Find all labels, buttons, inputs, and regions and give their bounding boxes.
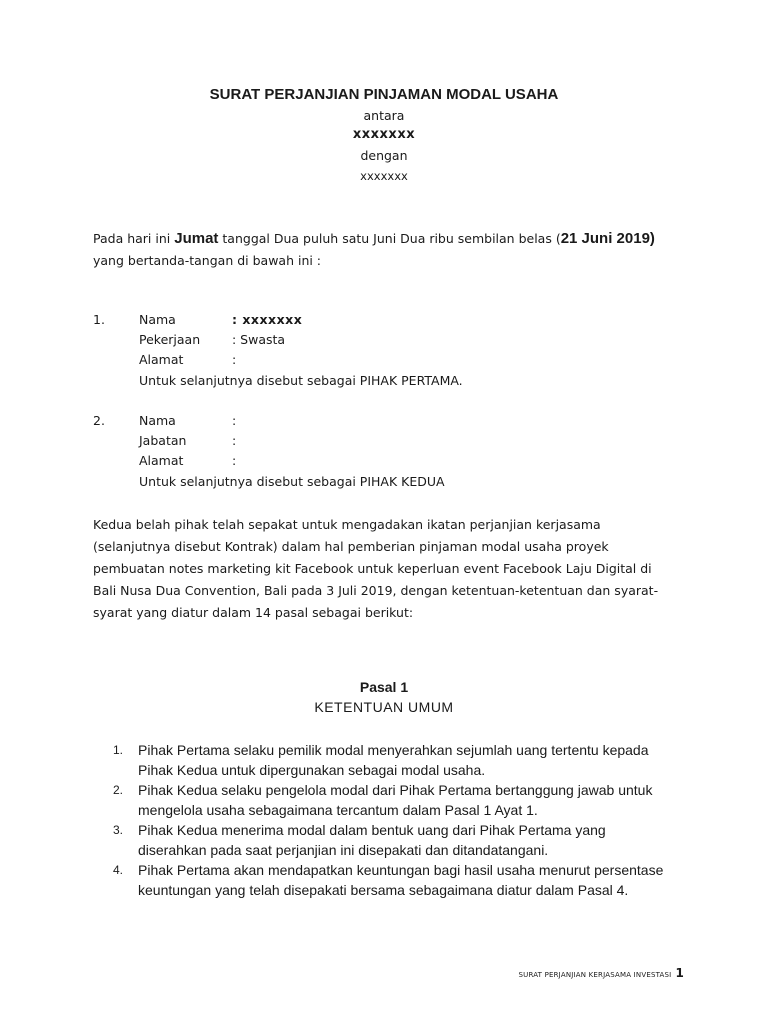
party-two-position-value: : [232, 433, 237, 448]
list-item [113, 860, 673, 900]
list-item-number: 3. [113, 823, 124, 837]
page-footer [518, 966, 684, 980]
party-one-address-value: : [232, 352, 237, 367]
party-one-name-value: : xxxxxxx [232, 312, 303, 327]
party-two-name-label: Nama [139, 413, 176, 428]
list-item [113, 780, 673, 820]
party-two-name-value: : [232, 413, 237, 428]
list-item-text: Pihak Kedua selaku pengelola modal dari Pihak Pertama bertanggung jawab untuk mengelola usaha sebagaimana tercantum dalam Pasal 1 Ayat 1. [138, 782, 653, 818]
party-one-name-label: Nama [139, 312, 176, 327]
party-one-note: Untuk selanjutnya disebut sebagai PIHAK PERTAMA. [139, 373, 463, 388]
antara-text: antara [363, 108, 405, 123]
party-two-row-name [139, 413, 236, 428]
party-two-note: Untuk selanjutnya disebut sebagai PIHAK KEDUA [139, 474, 445, 489]
intro-paragraph [93, 228, 693, 272]
dengan-text: dengan [360, 148, 408, 163]
intro-day: Jumat [174, 230, 219, 247]
party-one-address-label: Alamat [139, 352, 184, 367]
party-one-number: 1. [93, 312, 105, 327]
party-one-job-value: : Swasta [232, 332, 286, 347]
party-two-row-position [139, 433, 236, 448]
intro-date: 21 Juni 2019) [560, 230, 655, 247]
party-two-address-value: : [232, 453, 237, 468]
party-two-row-address [139, 453, 236, 468]
party-two-address-label: Alamat [139, 453, 184, 468]
footer-label: SURAT PERJANJIAN KERJASAMA INVESTASI [518, 971, 672, 979]
list-item-number: 1. [113, 743, 124, 757]
party-two-name: xxxxxxx [360, 169, 408, 183]
intro-line2: yang bertanda-tangan di bawah ini : [93, 253, 322, 268]
list-item-text: Pihak Pertama selaku pemilik modal menyerahkan sejumlah uang tertentu kepada Pihak Kedua untuk dipergunakan sebagai modal usaha. [138, 742, 649, 778]
agreement-paragraph: Kedua belah pihak telah sepakat untuk mengadakan ikatan perjanjian kerjasama (selanjutnya disebut Kontrak) dalam hal pemberian pinjaman modal usaha proyek pembuatan notes marketing kit Facebook untuk keperluan event Facebook Laju Digital di Bali Nusa Dua Convention, Bali pada 3 Juli 2019, dengan ketentuan-ketentuan dan syarat-syarat yang diatur dalam 14 pasal sebagai berikut: [93, 517, 659, 620]
party-one-row-name [139, 312, 302, 327]
list-item-text: Pihak Pertama akan mendapatkan keuntungan bagi hasil usaha menurut persentase keuntungan yang telah disepakati bersama sebagaimana diatur dalam Pasal 4. [138, 862, 664, 898]
list-item-number: 4. [113, 863, 124, 877]
page-number: 1 [675, 966, 684, 980]
list-item-number: 2. [113, 783, 124, 797]
party-one-job-label: Pekerjaan [139, 332, 201, 347]
party-two-number: 2. [93, 413, 105, 428]
party-one-row-job [139, 332, 285, 347]
document-title: SURAT PERJANJIAN PINJAMAN MODAL USAHA [209, 86, 559, 103]
intro-prefix: Pada hari ini [93, 231, 171, 246]
list-item [113, 820, 673, 860]
pasal-subtitle: KETENTUAN UMUM [314, 699, 454, 715]
party-one-name: xxxxxxx [352, 127, 416, 142]
party-one-row-address [139, 352, 236, 367]
list-item [113, 740, 673, 780]
pasal-item-list [113, 740, 673, 900]
pasal-title: Pasal 1 [359, 679, 409, 695]
party-two-position-label: Jabatan [139, 433, 187, 448]
intro-middle: tanggal Dua puluh satu Juni Dua ribu sembilan belas ( [222, 231, 561, 246]
list-item-text: Pihak Kedua menerima modal dalam bentuk uang dari Pihak Pertama yang diserahkan pada saat perjanjian ini disepakati dan ditandatangani. [138, 822, 606, 858]
